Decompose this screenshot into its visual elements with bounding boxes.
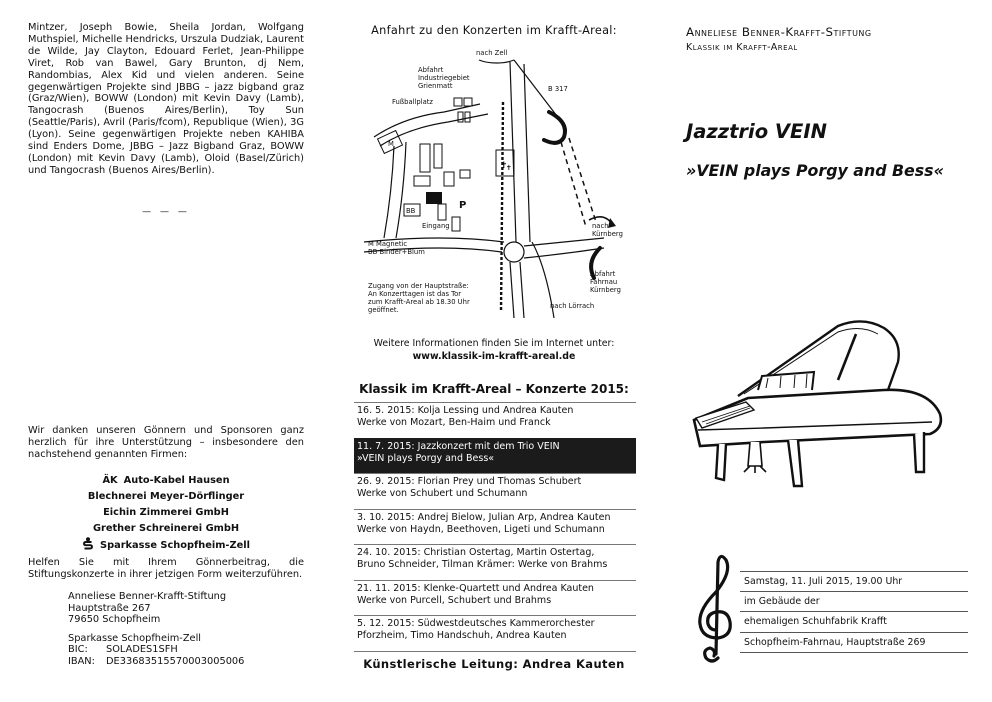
svg-text:An Konzerttagen ist das Tor: An Konzerttagen ist das Tor bbox=[368, 290, 462, 298]
svg-text:nach: nach bbox=[592, 222, 609, 230]
bic-row: BIC: SOLADES1SFH bbox=[68, 644, 178, 656]
concert-item: 21. 11. 2015: Klenke-Quartett und Andrea Kauten Werke von Purcell, Schubert und Brahms bbox=[354, 580, 636, 616]
address-line: Hauptstraße 267 bbox=[68, 602, 151, 614]
svg-text:✝: ✝ bbox=[500, 161, 508, 171]
treble-clef-icon bbox=[692, 554, 740, 664]
sponsor-item: Eichin Zimmerei GmbH bbox=[103, 507, 229, 518]
svg-text:Zugang von der Hauptstraße:: Zugang von der Hauptstraße: bbox=[368, 282, 469, 290]
bank-name: Sparkasse Schopfheim-Zell bbox=[68, 632, 202, 644]
program-title: Klassik im Krafft-Areal – Konzerte 2015: bbox=[359, 382, 629, 396]
svg-text:Fahrnau: Fahrnau bbox=[590, 278, 618, 286]
address-line: Anneliese Benner-Krafft-Stiftung bbox=[68, 591, 227, 602]
sponsor-item: ÄK Auto-Kabel Hausen bbox=[28, 473, 304, 489]
svg-text:P: P bbox=[459, 200, 467, 211]
event-title: Jazztrio VEIN bbox=[686, 120, 827, 143]
directions-map bbox=[364, 42, 630, 318]
middle-panel bbox=[350, 0, 638, 702]
concert-item: 26. 9. 2015: Florian Prey und Thomas Schubert Werke von Schubert und Schumann bbox=[354, 473, 636, 509]
concert-item: 3. 10. 2015: Andrej Bielow, Julian Arp, Andrea Kauten Werke von Haydn, Beethoven, Ligeti und Schumann bbox=[354, 509, 636, 545]
sparkasse-logo-icon bbox=[82, 537, 94, 550]
event-date-time: Samstag, 11. Juli 2015, 19.00 Uhr bbox=[740, 571, 968, 591]
svg-text:Abfahrt: Abfahrt bbox=[418, 66, 444, 74]
svg-text:Kürnberg: Kürnberg bbox=[590, 286, 621, 294]
sponsor-item: Blechnerei Meyer-Dörflinger bbox=[87, 491, 245, 502]
svg-text:nach Lörrach: nach Lörrach bbox=[550, 302, 595, 310]
svg-text:Industriegebiet: Industriegebiet bbox=[418, 74, 470, 82]
svg-text:B 317: B 317 bbox=[548, 85, 568, 93]
left-panel bbox=[28, 0, 304, 702]
sponsor-item: Sparkasse Schopfheim-Zell bbox=[28, 537, 304, 554]
svg-text:BB Binder+Blum: BB Binder+Blum bbox=[368, 248, 425, 256]
event-address: Schopfheim-Fahrnau, Hauptstraße 269 bbox=[740, 632, 968, 653]
concert-item: 5. 12. 2015: Südwestdeutsches Kammerorchester Pforzheim, Timo Handschuh, Andrea Kauten bbox=[354, 615, 636, 652]
artistic-direction: Künstlerische Leitung: Andrea Kauten bbox=[363, 657, 625, 671]
svg-text:geöffnet.: geöffnet. bbox=[368, 306, 399, 314]
svg-text:BB: BB bbox=[406, 207, 416, 215]
right-panel bbox=[686, 0, 968, 702]
concert-series-name: Klassik im Krafft-Areal bbox=[686, 42, 798, 53]
iban-row: IBAN: DE33683515570003005006 bbox=[68, 655, 245, 667]
organization-name: Anneliese Benner-Krafft-Stiftung bbox=[686, 25, 872, 39]
address-line: 79650 Schopfheim bbox=[68, 614, 161, 626]
event-venue-name: ehemaligen Schuhfabrik Krafft bbox=[740, 611, 968, 631]
event-details bbox=[740, 571, 968, 653]
svg-text:M: M bbox=[388, 140, 394, 148]
svg-text:M Magnetic: M Magnetic bbox=[368, 240, 408, 248]
concert-list bbox=[354, 402, 636, 652]
website-url[interactable]: www.klassik-im-krafft-areal.de bbox=[412, 351, 576, 362]
sponsor-item: Grether Schreinerei GmbH bbox=[92, 523, 240, 534]
concert-item: 24. 10. 2015: Christian Ostertag, Martin Ostertag, Bruno Schneider, Tilman Krämer: Werke von Brahms bbox=[354, 544, 636, 580]
svg-text:Grienmatt: Grienmatt bbox=[418, 82, 453, 90]
auto-kabel-logo-icon: ÄK bbox=[102, 475, 118, 486]
svg-text:nach Zell: nach Zell bbox=[476, 49, 508, 57]
section-separator: — — — bbox=[142, 207, 190, 217]
svg-text:zum Krafft-Areal ab 18.30 Uhr: zum Krafft-Areal ab 18.30 Uhr bbox=[368, 298, 470, 306]
svg-text:Kürnberg: Kürnberg bbox=[592, 230, 623, 238]
sponsor-list bbox=[28, 473, 304, 554]
artist-biography: Mintzer, Joseph Bowie, Sheila Jordan, Wolfgang Muthspiel, Michelle Hendricks, Urszula Dudziak, Laurent de Wilde, Jay Clayton, Edouard Ferlet, Jean-Philippe Viret, Rob van Bawel, Gary Brunton, dj Nem, Randombias, Alex Kid und vielen anderen. Seine gegenwärtigen Projekte sind JBBG – jazz bigband graz (Graz/Wien), BOWW (London) mit Kevin Davy (Lamb), Tangocrash (Buenos Aires/Berlin), Toy Sun (Seattle/Paris), Avril (Paris/fcom), Republique (Wien), 3G (Lyon). Seine gegenwärtigen Projekte neben KAHIBA sind Enders Dome, JBBG – Jazz Bigband Graz, BOWW (London) mit Kevin Davy (Lamb), Oloid (Basel/Zürich) und Tangocrash (Buenos Aires/Berlin). bbox=[28, 22, 304, 176]
concert-item-highlighted: 11. 7. 2015: Jazzkonzert mit dem Trio VEIN »VEIN plays Porgy and Bess« bbox=[354, 438, 636, 474]
website-info bbox=[350, 337, 638, 363]
map-title: Anfahrt zu den Konzerten im Krafft-Areal: bbox=[371, 24, 617, 37]
foundation-address bbox=[68, 591, 298, 668]
svg-text:✝: ✝ bbox=[506, 164, 512, 172]
svg-text:Eingang: Eingang bbox=[422, 222, 450, 230]
info-line: Weitere Informationen finden Sie im Internet unter: bbox=[373, 338, 615, 349]
event-subtitle: »VEIN plays Porgy and Bess« bbox=[686, 161, 944, 180]
svg-text:Abfahrt: Abfahrt bbox=[590, 270, 616, 278]
sponsor-thanks: Wir danken unseren Gönnern und Sponsoren ganz herzlich für ihre Unterstützung – insbesondere den nachstehend genannten Firmen: bbox=[28, 425, 304, 460]
svg-text:Fußballplatz: Fußballplatz bbox=[392, 98, 433, 106]
donation-appeal: Helfen Sie mit Ihrem Gönnerbeitrag, die Stiftungskonzerte in ihrer jetzigen Form weiterzuführen. bbox=[28, 557, 304, 581]
event-venue-line: im Gebäude der bbox=[740, 591, 968, 611]
grand-piano-icon bbox=[688, 318, 948, 494]
concert-item: 16. 5. 2015: Kolja Lessing und Andrea Kauten Werke von Mozart, Ben-Haim und Franck bbox=[354, 402, 636, 438]
